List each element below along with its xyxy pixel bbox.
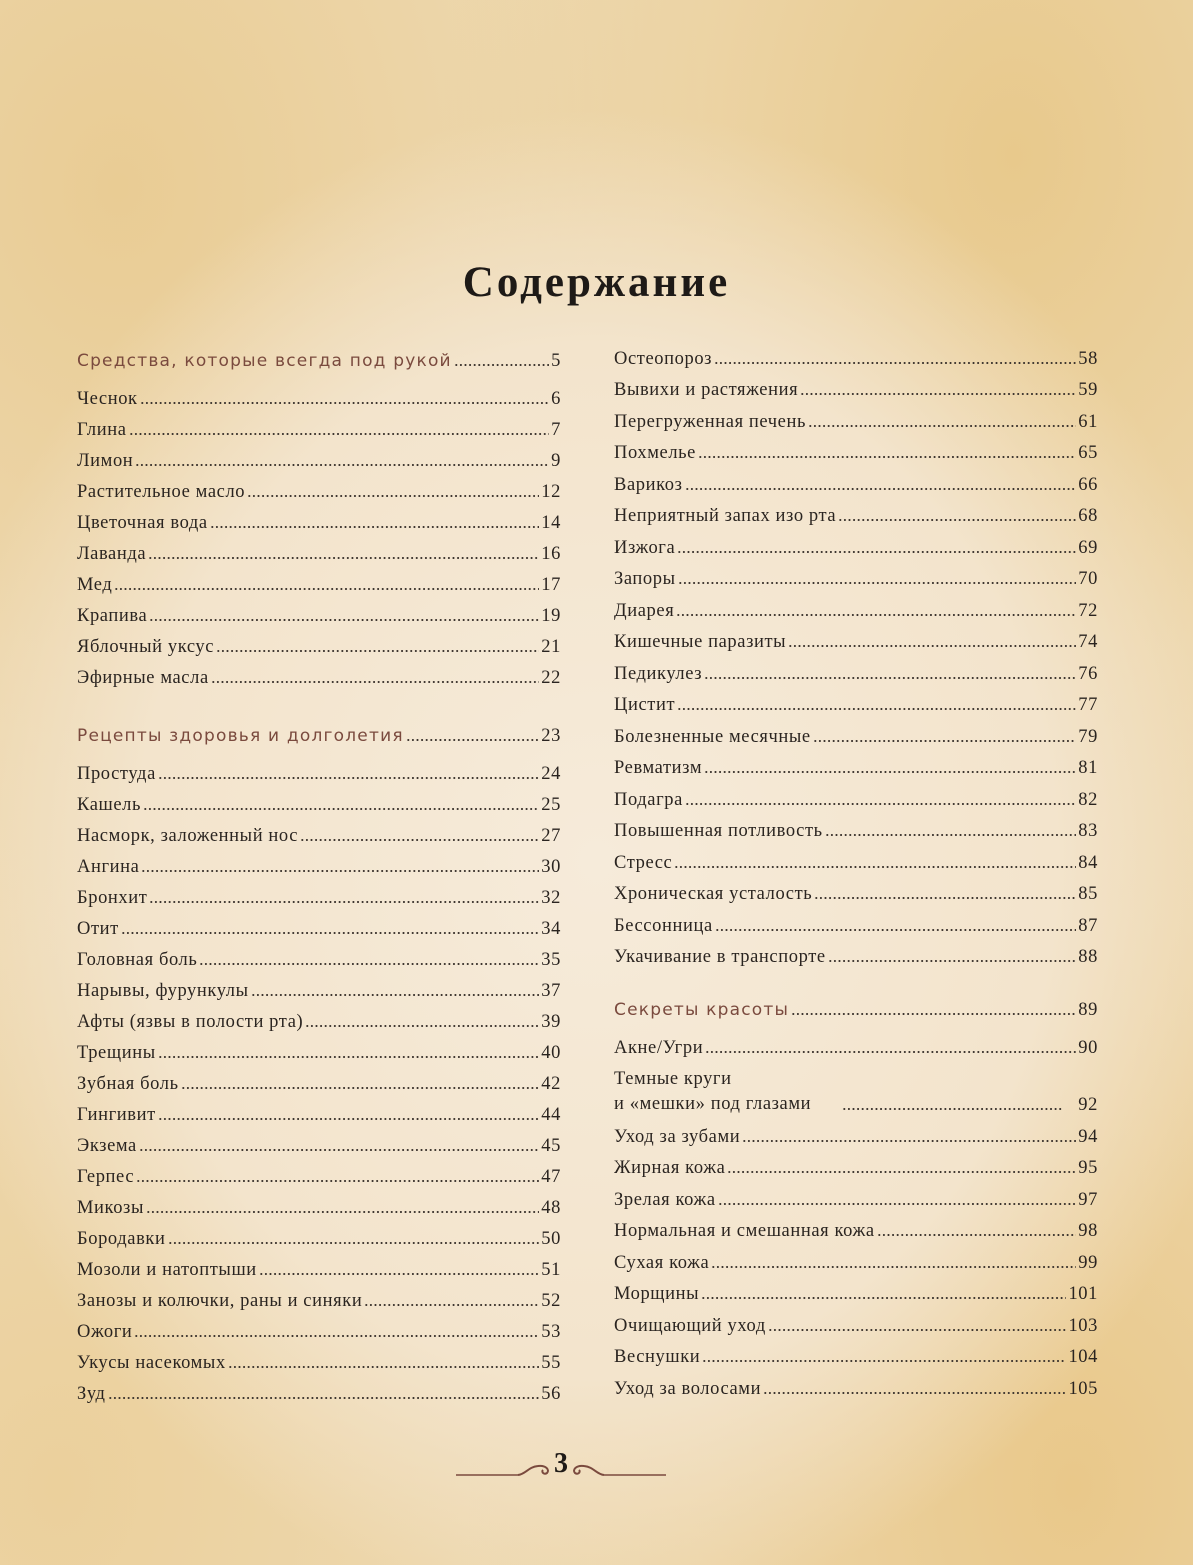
dot-leader [674, 865, 1076, 869]
dot-leader [704, 676, 1076, 680]
toc-entry-title: Кишечные паразиты [614, 632, 787, 652]
toc-entry[interactable] [614, 626, 1098, 658]
toc-entry[interactable] [77, 820, 561, 851]
toc-entry[interactable] [77, 476, 561, 507]
dot-leader [718, 1202, 1077, 1206]
toc-entry-page: 44 [541, 1105, 561, 1125]
toc-entry-title: Кашель [77, 795, 142, 815]
toc-entry[interactable] [77, 1099, 561, 1130]
toc-entry-title: Подагра [614, 789, 683, 810]
toc-entry[interactable] [614, 594, 1098, 626]
toc-entry-page: 45 [541, 1136, 561, 1156]
toc-entry-page: 47 [541, 1167, 561, 1187]
toc-entry-page: 104 [1068, 1347, 1098, 1367]
toc-entry[interactable] [77, 1378, 561, 1409]
dot-leader [211, 680, 540, 684]
toc-entry-page: 68 [1078, 506, 1098, 526]
dot-leader [210, 525, 540, 529]
dot-leader [216, 649, 539, 653]
dot-leader [698, 455, 1076, 459]
dot-leader [714, 361, 1076, 365]
toc-entry-title: Ревматизм [614, 758, 703, 778]
toc-entry-title: Микозы [77, 1198, 144, 1218]
toc-entry-title: Зубная боль [77, 1074, 179, 1094]
toc-entry-title: Яблочный уксус [77, 637, 215, 657]
toc-entry-page: 25 [541, 795, 561, 815]
toc-entry-title: Болезненные месячные [614, 726, 811, 747]
dot-leader [149, 618, 539, 622]
toc-entry-title: Укусы насекомых [77, 1353, 226, 1373]
toc-entry-page: 14 [541, 513, 561, 533]
dot-leader [677, 550, 1076, 554]
toc-left-column [77, 346, 561, 1409]
dot-leader [677, 707, 1076, 711]
toc-entry-title: Лаванда [77, 544, 147, 564]
toc-entry-title: Бородавки [77, 1229, 166, 1249]
toc-entry-page: 22 [541, 668, 561, 688]
dot-leader [685, 802, 1076, 806]
toc-entry-title: Эфирные масла [77, 668, 209, 688]
dot-leader [454, 363, 549, 367]
dot-leader [158, 776, 539, 780]
toc-entry-page: 92 [1078, 1095, 1098, 1115]
toc-entry-title: Лимон [77, 451, 134, 471]
toc-entry[interactable] [77, 913, 561, 944]
toc-entry[interactable] [77, 851, 561, 882]
toc-entry-title: Гингивит [77, 1105, 156, 1125]
toc-entry[interactable] [77, 1285, 561, 1316]
toc-entry-page: 30 [541, 857, 561, 877]
toc-entry[interactable] [614, 1372, 1098, 1404]
toc-entry-title: Зуд [77, 1384, 106, 1404]
toc-entry-title: Головная боль [77, 950, 198, 970]
toc-entry-title: Перегруженная печень [614, 411, 807, 432]
toc-entry[interactable] [614, 1341, 1098, 1373]
toc-entry[interactable] [77, 1254, 561, 1285]
toc-entry-title: Укачивание в транспорте [614, 947, 826, 967]
dot-leader [842, 1107, 1062, 1111]
toc-entry-page: 89 [1078, 999, 1098, 1020]
toc-entry-title: Чеснок [77, 389, 138, 409]
toc-entry-title: Растительное масло [77, 482, 246, 502]
toc-entry[interactable] [614, 752, 1098, 784]
toc-entry[interactable] [77, 882, 561, 913]
dot-leader [791, 1012, 1076, 1016]
toc-entry-title: Средства, которые всегда под рукой [77, 351, 452, 371]
toc-right-column [614, 342, 1098, 1404]
toc-entry-page: 23 [541, 726, 561, 746]
toc-entry[interactable] [77, 1223, 561, 1254]
toc-entry-page: 24 [541, 764, 561, 784]
dot-leader [742, 1139, 1076, 1143]
toc-entry[interactable] [614, 342, 1098, 374]
toc-entry[interactable] [77, 1192, 561, 1223]
toc-entry[interactable] [614, 1309, 1098, 1341]
dot-leader [181, 1086, 540, 1090]
dot-leader [711, 1265, 1076, 1269]
toc-entry[interactable] [614, 720, 1098, 752]
toc-entry-title: Изжога [614, 537, 676, 558]
toc-entry-title: Жирная кожа [614, 1158, 726, 1178]
toc-entry-page: 76 [1078, 663, 1098, 684]
toc-entry-page: 39 [541, 1012, 561, 1032]
dot-leader [685, 487, 1077, 491]
toc-entry[interactable] [77, 1130, 561, 1161]
dot-leader [108, 1396, 540, 1400]
dot-leader [838, 518, 1076, 522]
dot-leader [678, 581, 1077, 585]
toc-entry-page: 95 [1078, 1158, 1098, 1178]
dot-leader [259, 1272, 539, 1276]
toc-entry[interactable] [614, 468, 1098, 500]
toc-entry[interactable] [614, 1246, 1098, 1278]
toc-entry-page: 94 [1078, 1126, 1098, 1147]
toc-entry[interactable] [77, 383, 561, 414]
toc-entry-title: Цистит [614, 695, 676, 715]
dot-leader [199, 962, 539, 966]
toc-entry[interactable] [77, 445, 561, 476]
toc-entry[interactable] [614, 657, 1098, 689]
toc-entry[interactable] [77, 569, 561, 600]
toc-entry[interactable] [614, 1152, 1098, 1184]
dot-leader [406, 738, 540, 742]
toc-entry-page: 65 [1078, 443, 1098, 463]
toc-entry[interactable] [614, 1032, 1098, 1064]
toc-entry-title: Секреты красоты [614, 999, 790, 1020]
toc-entry[interactable] [77, 1037, 561, 1068]
toc-entry-page: 9 [551, 451, 561, 471]
toc-entry[interactable] [614, 1063, 1098, 1120]
page-number: 3 [554, 1448, 568, 1479]
toc-entry-page: 77 [1078, 695, 1098, 715]
toc-entry-page: 97 [1078, 1189, 1098, 1210]
dot-leader [704, 770, 1076, 774]
dot-leader [364, 1303, 539, 1307]
dot-leader [676, 613, 1076, 617]
toc-entry[interactable] [77, 538, 561, 569]
toc-entry-title: Повышенная потливость [614, 821, 823, 841]
toc-entry-title: Похмелье [614, 443, 696, 463]
dot-leader [813, 739, 1077, 743]
toc-entry[interactable] [77, 944, 561, 975]
toc-entry-title: Стресс [614, 852, 673, 873]
toc-entry-page: 61 [1078, 411, 1098, 432]
toc-entry-title: Остеопороз [614, 348, 713, 369]
toc-entry-title: Ожоги [77, 1322, 133, 1342]
dot-leader [251, 993, 540, 997]
dot-leader [814, 896, 1076, 900]
toc-entry-title: Глина [77, 420, 127, 440]
toc-entry-page: 69 [1078, 537, 1098, 558]
toc-entry-page: 98 [1078, 1221, 1098, 1241]
dot-leader [136, 1179, 539, 1183]
dot-leader [701, 1296, 1066, 1300]
toc-entry-page: 83 [1078, 821, 1098, 841]
toc-entry-page: 51 [541, 1260, 561, 1280]
toc-entry-page: 56 [541, 1384, 561, 1404]
dot-leader [300, 838, 539, 842]
toc-entry-page: 88 [1078, 947, 1098, 967]
toc-entry-title: Уход за волосами [614, 1378, 762, 1399]
toc-entry-page: 50 [541, 1229, 561, 1249]
toc-entry-page: 27 [541, 826, 561, 846]
dot-leader [140, 401, 549, 405]
toc-entry-page: 32 [541, 888, 561, 908]
toc-entry-page: 84 [1078, 852, 1098, 873]
toc-entry-title: Крапива [77, 606, 148, 626]
toc-entry[interactable] [77, 600, 561, 631]
toc-entry-page: 74 [1078, 632, 1098, 652]
toc-entry-title: Рецепты здоровья и долголетия [77, 726, 404, 746]
dot-leader [158, 1055, 540, 1059]
toc-entry[interactable] [614, 405, 1098, 437]
toc-entry-title: Зрелая кожа [614, 1189, 716, 1210]
dot-leader [143, 807, 539, 811]
toc-entry-page: 12 [541, 482, 561, 502]
toc-entry[interactable] [614, 374, 1098, 406]
toc-entry[interactable] [614, 846, 1098, 878]
toc-entry-title: Мозоли и натоптыши [77, 1260, 257, 1280]
dot-leader [149, 900, 539, 904]
toc-entry-title: Педикулез [614, 663, 703, 684]
toc-entry[interactable] [614, 941, 1098, 973]
toc-entry-title: Сухая кожа [614, 1252, 710, 1273]
toc-entry-page: 87 [1078, 915, 1098, 936]
toc-entry[interactable] [77, 631, 561, 662]
toc-entry-page: 5 [551, 351, 561, 371]
toc-entry-title: Неприятный запах изо рта [614, 506, 837, 526]
toc-entry[interactable] [614, 815, 1098, 847]
toc-entry-page: 7 [551, 420, 561, 440]
toc-entry-page: 105 [1068, 1378, 1098, 1399]
toc-entry-title: Варикоз [614, 474, 683, 495]
toc-entry-title: Нарывы, фурункулы [77, 981, 249, 1001]
toc-entry[interactable] [77, 1161, 561, 1192]
toc-entry-page: 81 [1078, 758, 1098, 778]
toc-entry-page: 66 [1078, 474, 1098, 495]
dot-leader [768, 1328, 1067, 1332]
toc-entry[interactable] [614, 1183, 1098, 1215]
toc-entry-page: 55 [541, 1353, 561, 1373]
toc-entry[interactable] [77, 1347, 561, 1378]
toc-entry-title: Темные круги и «мешки» под глазами [614, 1069, 812, 1114]
toc-entry[interactable] [614, 783, 1098, 815]
dot-leader [788, 644, 1076, 648]
dot-leader [705, 1050, 1076, 1054]
toc-entry-title: Ангина [77, 857, 140, 877]
toc-entry-page: 79 [1078, 726, 1098, 747]
toc-entry-page: 34 [541, 919, 561, 939]
toc-entry-title: Герпес [77, 1167, 135, 1187]
toc-entry[interactable] [614, 531, 1098, 563]
toc-entry-title: Цветочная вода [77, 513, 208, 533]
dot-leader [305, 1024, 539, 1028]
toc-entry-page: 85 [1078, 884, 1098, 904]
toc-entry-title: Вывихи и растяжения [614, 380, 799, 400]
toc-entry[interactable] [614, 1120, 1098, 1152]
toc-entry-title: Нормальная и смешанная кожа [614, 1221, 875, 1241]
toc-entry-page: 52 [541, 1291, 561, 1311]
toc-entry[interactable] [614, 1215, 1098, 1247]
toc-entry-title: Отит [77, 919, 119, 939]
toc-entry-page: 21 [541, 637, 561, 657]
dot-leader [808, 424, 1076, 428]
toc-entry[interactable] [77, 758, 561, 789]
toc-entry-page: 82 [1078, 789, 1098, 810]
toc-entry-page: 103 [1068, 1315, 1098, 1336]
dot-leader [800, 392, 1076, 396]
toc-entry-title: Бронхит [77, 888, 148, 908]
toc-entry[interactable] [77, 975, 561, 1006]
toc-entry-page: 37 [541, 981, 561, 1001]
toc-entry[interactable] [77, 1316, 561, 1347]
dot-leader [121, 931, 539, 935]
toc-entry-title: Простуда [77, 764, 156, 784]
toc-entry-page: 6 [551, 389, 561, 409]
dot-leader [715, 928, 1077, 932]
toc-entry-page: 42 [541, 1074, 561, 1094]
dot-leader [825, 833, 1077, 837]
dot-leader [702, 1359, 1066, 1363]
toc-entry-page: 40 [541, 1043, 561, 1063]
toc-entry-title: Экзема [77, 1136, 137, 1156]
toc-entry[interactable] [614, 500, 1098, 532]
toc-entry-title: Трещины [77, 1043, 156, 1063]
toc-entry-page: 58 [1078, 348, 1098, 369]
toc-section-heading[interactable] [77, 346, 561, 383]
dot-leader [146, 1210, 539, 1214]
toc-entry-page: 101 [1068, 1284, 1098, 1304]
dot-leader [168, 1241, 540, 1245]
toc-entry[interactable] [77, 507, 561, 538]
toc-entry-page: 59 [1078, 380, 1098, 400]
toc-entry-page: 99 [1078, 1252, 1098, 1273]
toc-entry[interactable] [614, 909, 1098, 941]
toc-section-heading[interactable] [614, 1000, 1098, 1032]
toc-entry[interactable] [77, 1006, 561, 1037]
dot-leader [247, 494, 539, 498]
toc-section-heading[interactable] [77, 721, 561, 758]
toc-entry-page: 16 [541, 544, 561, 564]
toc-entry-title: Запоры [614, 569, 676, 589]
dot-leader [877, 1233, 1077, 1237]
toc-entry-title: Занозы и колючки, раны и синяки [77, 1291, 363, 1311]
dot-leader [158, 1117, 539, 1121]
toc-entry-page: 90 [1078, 1038, 1098, 1058]
dot-leader [141, 869, 539, 873]
dot-leader [114, 587, 539, 591]
toc-entry-title: Мед [77, 575, 113, 595]
toc-entry-title: Хроническая усталость [614, 884, 813, 904]
page-footer [456, 1448, 666, 1482]
toc-entry[interactable] [77, 414, 561, 445]
toc-entry[interactable] [77, 1068, 561, 1099]
dot-leader [228, 1365, 539, 1369]
dot-leader [135, 463, 549, 467]
toc-entry-title: Диарея [614, 600, 675, 621]
toc-entry-title: Бессонница [614, 915, 713, 936]
toc-entry-page: 19 [541, 606, 561, 626]
toc-entry-title: Афты (язвы в полости рта) [77, 1012, 304, 1032]
toc-entry-page: 35 [541, 950, 561, 970]
toc-entry-title: Акне/Угри [614, 1038, 704, 1058]
toc-entry-title: Морщины [614, 1284, 700, 1304]
toc-entry-title: Очищающий уход [614, 1315, 766, 1336]
dot-leader [148, 556, 539, 560]
toc-entry-page: 72 [1078, 600, 1098, 621]
toc-entry-title: Веснушки [614, 1347, 701, 1367]
toc-entry-title: Уход за зубами [614, 1126, 741, 1147]
toc-entry[interactable] [614, 437, 1098, 469]
page-title: Содержание [462, 259, 731, 306]
toc-entry[interactable] [614, 878, 1098, 910]
dot-leader [129, 432, 550, 436]
toc-entry-page: 70 [1078, 569, 1098, 589]
dot-leader [139, 1148, 539, 1152]
dot-leader [763, 1391, 1066, 1395]
toc-entry-page: 17 [541, 575, 561, 595]
toc-entry[interactable] [614, 1278, 1098, 1310]
dot-leader [727, 1170, 1076, 1174]
toc-entry[interactable] [77, 662, 561, 693]
dot-leader [134, 1334, 539, 1338]
toc-entry-page: 48 [541, 1198, 561, 1218]
toc-entry-page: 53 [541, 1322, 561, 1342]
dot-leader [828, 959, 1077, 963]
toc-entry[interactable] [614, 563, 1098, 595]
toc-entry[interactable] [77, 789, 561, 820]
toc-entry-title: Насморк, заложенный нос [77, 826, 299, 846]
toc-entry[interactable] [614, 689, 1098, 721]
